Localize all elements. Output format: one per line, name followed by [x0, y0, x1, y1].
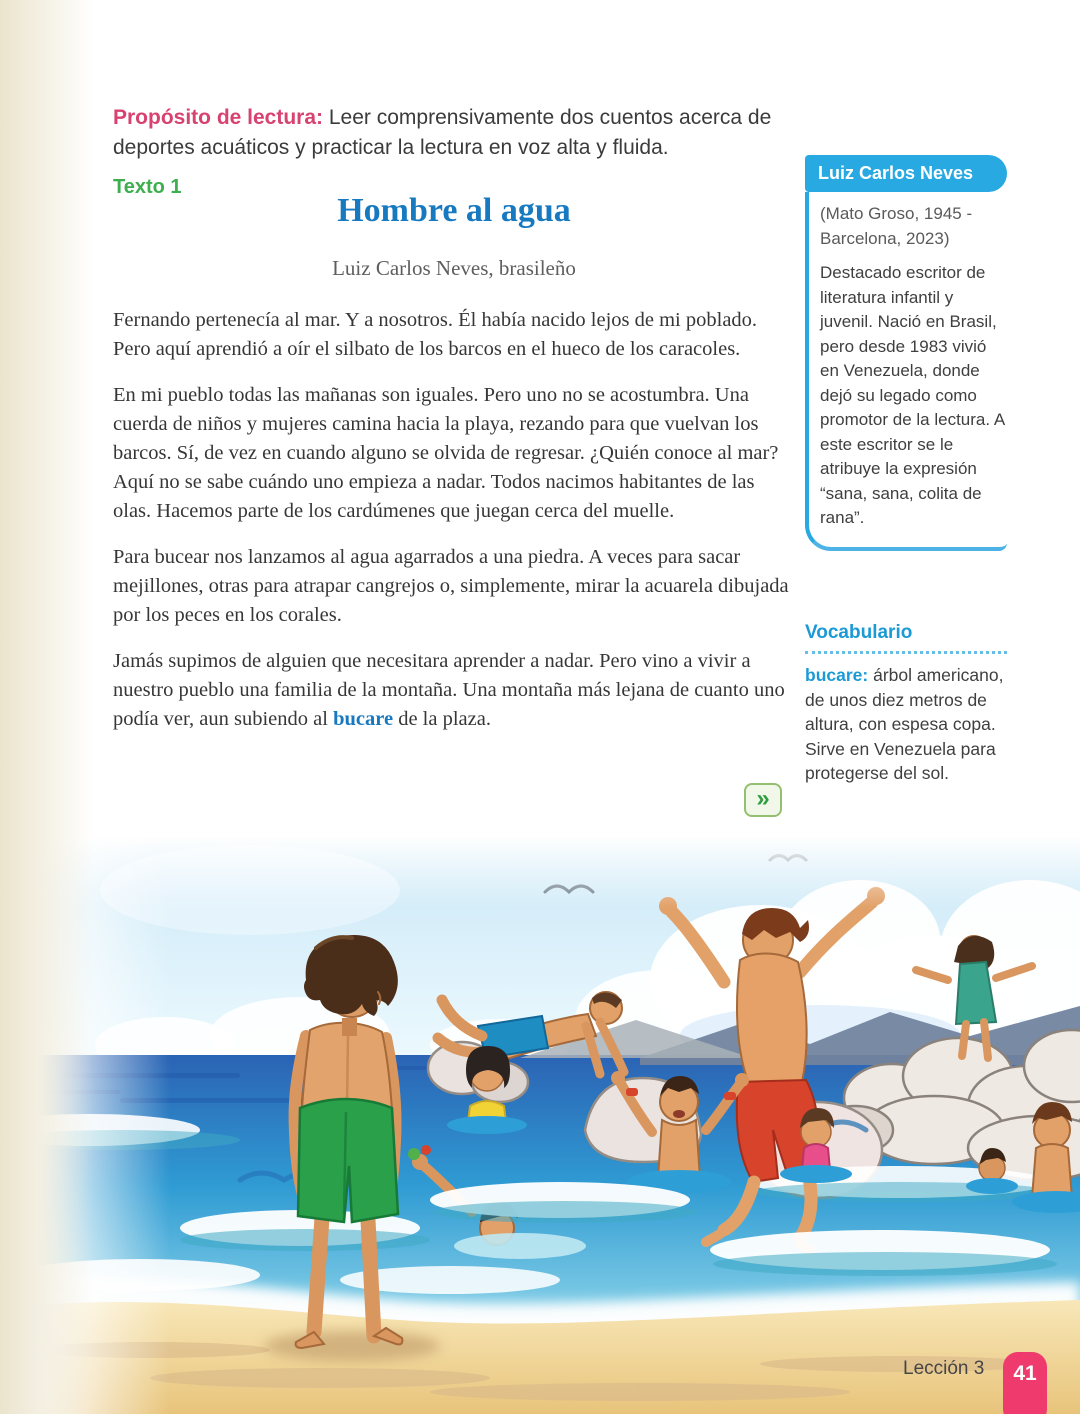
vocabulary-entry	[805, 663, 1007, 786]
page-number-badge: 41	[1003, 1352, 1047, 1414]
story-author: Luiz Carlos Neves, brasileño	[332, 256, 576, 280]
footer-lesson-label: Lección 3	[903, 1358, 985, 1379]
vocabulary-box	[805, 622, 1007, 786]
vocab-term-highlight: bucare	[333, 708, 394, 730]
story-paragraph	[113, 647, 797, 734]
vocabulary-title: Vocabulario	[805, 622, 1007, 654]
author-bio-card	[805, 155, 1007, 551]
texto-label: Texto 1	[113, 176, 182, 198]
author-bio-text: Destacado escritor de literatura infantil y juvenil. Nació en Brasil, pero desde 1983 vivió en Venezuela, donde dejó su legado como promotor de la lectura. A este escritor se le atribuye la expresión “sana, sana, colita de rana”.	[820, 263, 1005, 527]
story-paragraph: En mi pueblo todas las mañanas son iguales. Pero uno no se acostumbra. Una cuerda de niños y mujeres camina hacia la playa, rezando para que vuelvan los barcos. Sí, de vez en cuando alguno se olvida de regresar. ¿Quién conoce al mar? Aquí no se sabe cuándo uno empieza a nadar. Todos nacimos habitantes de las olas. Hacemos parte de los cardúmenes que juegan cerca del muelle.	[113, 384, 779, 522]
author-bio-dates: (Mato Groso, 1945 - Barcelona, 2023)	[820, 204, 973, 248]
story-paragraph: Para bucear nos lanzamos al agua agarrados a una piedra. A veces para sacar mejillones, otras para atrapar cangrejos o, simplemente, mirar la acuarela dibujada por los peces en los corales.	[113, 546, 789, 626]
vocabulary-definition: árbol americano, de unos diez metros de altura, con espesa copa. Sirve en Venezuela para protegerse del sol.	[805, 665, 1004, 783]
author-bio-name: Luiz Carlos Neves	[805, 155, 1007, 192]
reading-purpose	[113, 103, 813, 163]
story-paragraph-text: de la plaza.	[393, 708, 491, 730]
author-bio-body	[805, 192, 1007, 551]
vocabulary-term: bucare:	[805, 665, 869, 685]
beach-illustration	[0, 830, 1080, 1414]
story-paragraph-text: Jamás supimos de alguien que necesitara aprender a nadar. Pero vino a vivir a nuestro pueblo una familia de la montaña. Una montaña más lejana de cuanto uno podía ver, aun subiendo al	[113, 650, 785, 730]
purpose-text: Leer comprensivamente dos cuentos acerca de deportes acuáticos y practicar la lectura en voz alta y fluida.	[113, 106, 772, 159]
story-body	[113, 306, 797, 751]
story-paragraph: Fernando pertenecía al mar. Y a nosotros. Él había nacido lejos de mi poblado. Pero aquí aprendió a oír el silbato de los barcos en el hueco de los caracoles.	[113, 309, 758, 360]
continue-chevrons-icon: »	[744, 783, 782, 817]
story-title: Hombre al agua	[337, 192, 571, 229]
purpose-label: Propósito de lectura:	[113, 106, 324, 129]
